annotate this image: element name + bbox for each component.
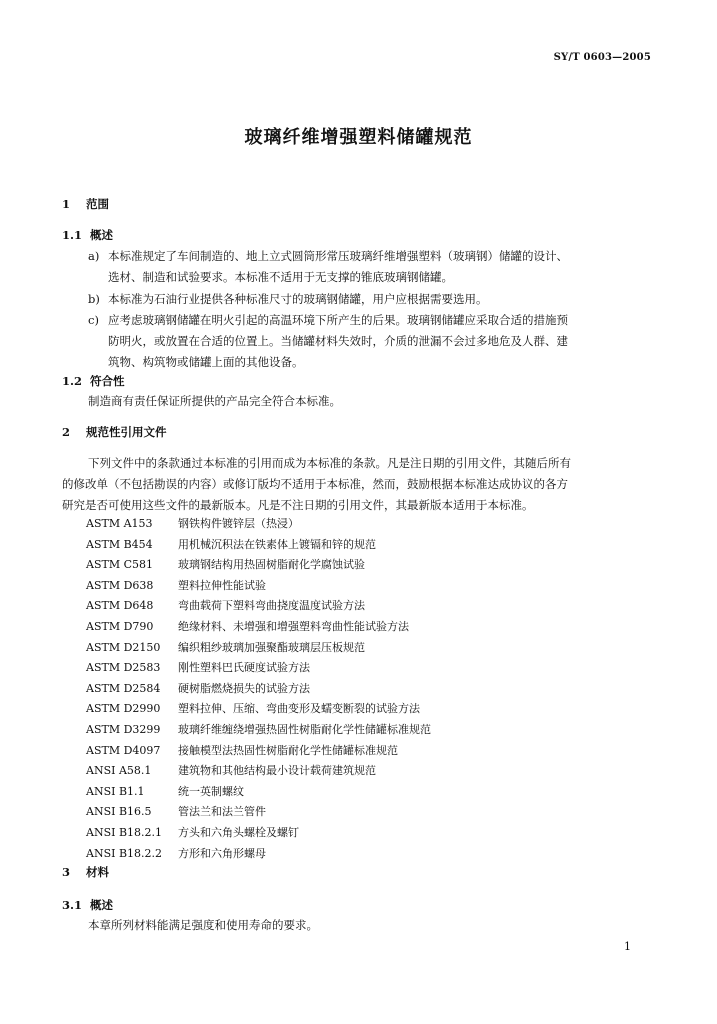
list-item-line: 选材、制造和试验要求。本标准不适用于无支撑的锥底玻璃钢储罐。	[108, 270, 453, 284]
reference-description: 塑料拉伸性能试验	[178, 578, 266, 592]
reference-code: ASTM D2584	[86, 681, 161, 695]
reference-code: ANSI A58.1	[86, 764, 152, 778]
reference-item	[86, 700, 420, 716]
reference-description: 管法兰和法兰管件	[178, 805, 266, 819]
reference-item	[86, 762, 376, 778]
reference-code: ANSI B18.2.2	[86, 846, 163, 860]
reference-description: 塑料拉伸、压缩、弯曲变形及蠕变断裂的试验方法	[178, 702, 420, 716]
reference-code: ASTM B454	[86, 537, 153, 551]
section-title: 规范性引用文件	[86, 425, 167, 439]
list-item	[88, 312, 568, 328]
reference-item	[86, 783, 244, 799]
section-title: 概述	[90, 228, 113, 242]
list-item	[88, 248, 568, 264]
reference-description: 用机械沉积法在铁素体上镀镉和锌的规范	[178, 537, 376, 551]
list-marker: a)	[88, 249, 100, 263]
reference-code: ASTM A153	[86, 517, 153, 530]
section-number: 1.2	[62, 374, 83, 388]
standard-number: SY/T 0603—2005	[553, 52, 651, 63]
section-number: 3	[62, 865, 71, 879]
reference-code: ANSI B1.1	[86, 784, 145, 798]
reference-item	[86, 618, 409, 634]
reference-item	[86, 536, 376, 552]
section-text: 制造商有责任保证所提供的产品完全符合本标准。	[88, 394, 341, 408]
reference-code: ANSI B18.2.1	[86, 826, 163, 839]
reference-item	[86, 824, 299, 840]
reference-description: 方形和六角形螺母	[178, 846, 266, 860]
section-title: 范围	[86, 197, 109, 211]
section-3-1-heading	[62, 897, 113, 913]
reference-code: ASTM D2583	[86, 661, 161, 675]
section-text: 本章所列材料能满足强度和使用寿命的要求。	[88, 918, 318, 932]
reference-code: ASTM D4097	[86, 743, 161, 757]
reference-code: ASTM D790	[86, 620, 154, 633]
reference-description: 硬树脂燃烧损失的试验方法	[178, 681, 310, 695]
section-1-1-heading	[62, 227, 113, 243]
list-item-line: 本标准规定了车间制造的、地上立式圆筒形常压玻璃纤维增强塑料（玻璃钢）储罐的设计、	[108, 249, 568, 263]
paragraph-line: 的修改单（不包括勘误的内容）或修订版均不适用于本标准，然而，鼓励根据本标准达成协议的各方	[62, 477, 568, 491]
list-item-line: 防明火，或放置在合适的位置上。当储罐材料失效时，介质的泄漏不会过多地危及人群、建	[108, 334, 568, 348]
reference-description: 玻璃纤维缠绕增强热固性树脂耐化学性储罐标准规范	[178, 723, 431, 736]
list-item	[88, 291, 488, 307]
reference-description: 接触模型法热固性树脂耐化学性储罐标准规范	[178, 743, 398, 757]
list-marker: b)	[88, 292, 100, 306]
reference-item	[86, 845, 266, 861]
reference-item	[86, 742, 398, 758]
reference-code: ANSI B16.5	[86, 805, 152, 819]
reference-item	[86, 803, 266, 819]
section-title: 材料	[86, 865, 109, 879]
list-item-line: 应考虑玻璃钢储罐在明火引起的高温环境下所产生的后果。玻璃钢储罐应采取合适的措施预	[108, 313, 568, 327]
list-item-line: 本标准为石油行业提供各种标准尺寸的玻璃钢储罐，用户应根据需要选用。	[108, 292, 488, 306]
section-3-heading	[62, 864, 109, 880]
section-1-heading	[62, 196, 109, 212]
reference-code: ASTM D2990	[86, 702, 161, 716]
list-item-line: 筑物、构筑物或储罐上面的其他设备。	[108, 355, 304, 369]
reference-description: 绝缘材料、未增强和增强塑料弯曲性能试验方法	[178, 620, 409, 633]
reference-description: 钢铁构件镀锌层（热浸）	[178, 517, 299, 530]
reference-code: ASTM D3299	[86, 723, 161, 736]
reference-code: ASTM C581	[86, 558, 153, 572]
section-2-heading	[62, 424, 167, 440]
reference-item	[86, 515, 299, 531]
reference-item	[86, 721, 431, 737]
reference-code: ASTM D2150	[86, 640, 161, 654]
reference-item	[86, 556, 365, 572]
page-number: 1	[624, 940, 631, 953]
reference-description: 刚性塑料巴氏硬度试验方法	[178, 661, 310, 675]
section-title: 符合性	[90, 374, 125, 388]
page-title: 玻璃纤维增强塑料储罐规范	[244, 127, 473, 148]
section-number: 3.1	[62, 898, 83, 912]
reference-item	[86, 680, 310, 696]
section-1-2-heading	[62, 373, 125, 389]
reference-description: 弯曲载荷下塑料弯曲挠度温度试验方法	[178, 599, 365, 613]
list-marker: c)	[88, 313, 99, 327]
reference-description: 玻璃钢结构用热固树脂耐化学腐蚀试验	[178, 558, 365, 572]
reference-description: 建筑物和其他结构最小设计载荷建筑规范	[178, 764, 376, 778]
reference-item	[86, 597, 365, 613]
section-number: 1.1	[62, 228, 83, 242]
reference-code: ASTM D648	[86, 599, 154, 613]
section-number: 2	[62, 425, 71, 439]
reference-item	[86, 639, 365, 655]
reference-description: 统一英制螺纹	[178, 784, 244, 798]
paragraph-line: 下列文件中的条款通过本标准的引用而成为本标准的条款。凡是注日期的引用文件，其随后所有	[88, 456, 571, 470]
section-number: 1	[62, 197, 71, 211]
reference-description: 编织粗纱玻璃加强聚酯玻璃层压板规范	[178, 640, 365, 654]
reference-description: 方头和六角头螺栓及螺钉	[178, 826, 299, 839]
paragraph-line: 研究是否可使用这些文件的最新版本。凡是不注日期的引用文件，其最新版本适用于本标准。	[62, 498, 534, 512]
reference-code: ASTM D638	[86, 578, 154, 592]
reference-item	[86, 577, 266, 593]
section-title: 概述	[90, 898, 113, 912]
reference-item	[86, 659, 310, 675]
